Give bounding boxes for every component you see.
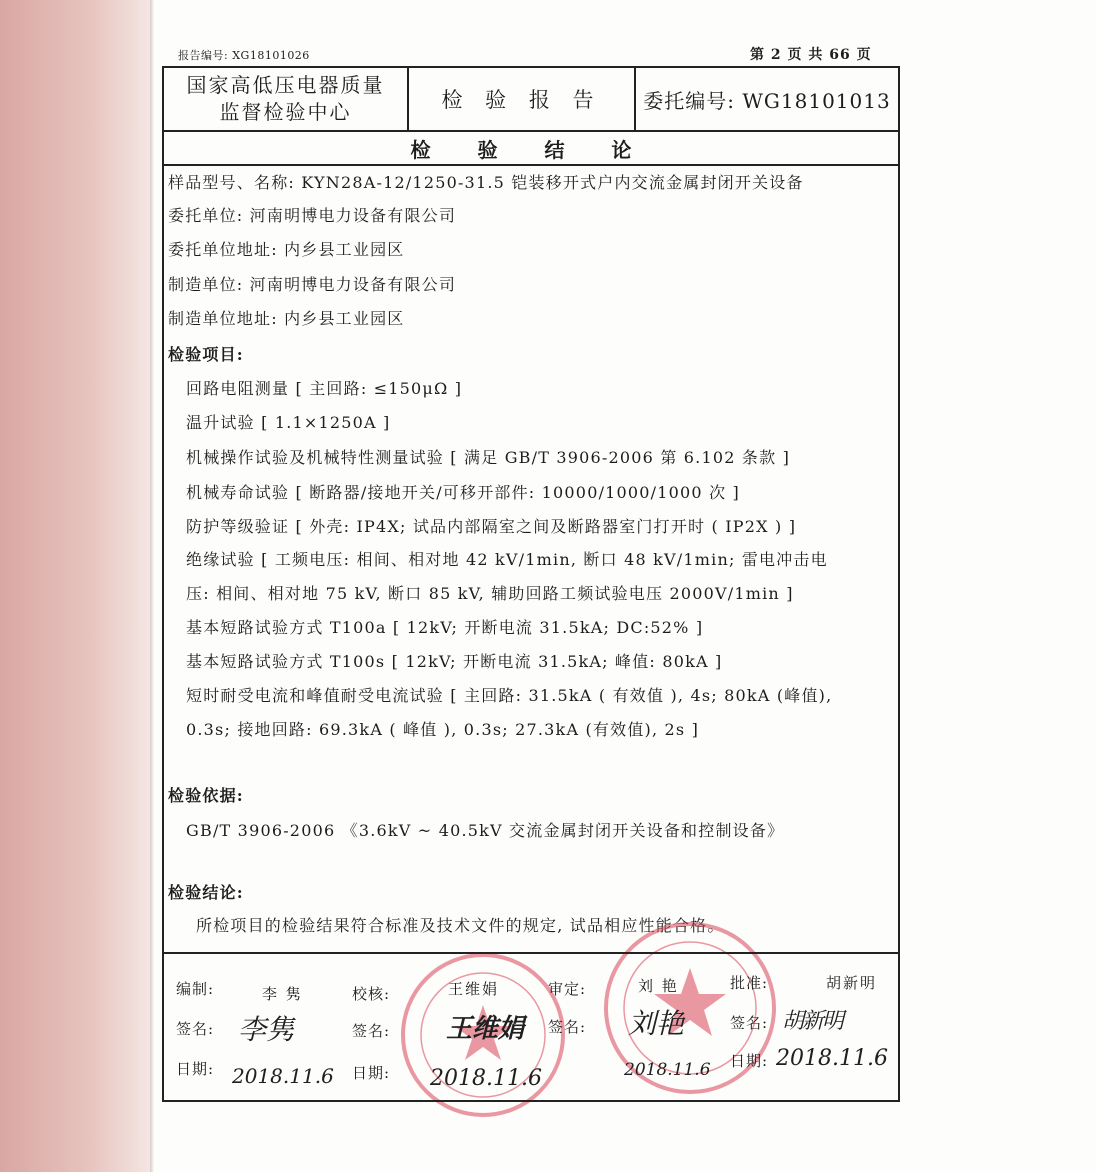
signature-approved: 胡新明 bbox=[782, 1009, 843, 1034]
test-item-continued: 0.3s; 接地回路: 69.3kA ( 峰值 ), 0.3s; 27.3kA (有效值), 2s ] bbox=[186, 720, 700, 739]
basis-standard: GB/T 3906-2006 《3.6kV ~ 40.5kV 交流金属封闭开关设备和控制设备》 bbox=[186, 821, 785, 840]
checked-label: 校核: bbox=[352, 985, 391, 1003]
issuer-line-2: 监督检验中心 bbox=[219, 100, 352, 124]
date-approved: 2018.11.6 bbox=[776, 1046, 888, 1071]
signature-reviewed: 刘艳 bbox=[628, 1007, 685, 1040]
compiled-name: 李 隽 bbox=[262, 985, 303, 1003]
sign-label: 签名: bbox=[548, 1018, 587, 1036]
test-item: 回路电阻测量 [ 主回路: ≤150μΩ ] bbox=[186, 379, 463, 398]
date-label: 日期: bbox=[730, 1052, 769, 1070]
items-heading: 检验项目: bbox=[168, 345, 244, 364]
page-count: 第 2 页 共 66 页 bbox=[750, 47, 872, 63]
page-binding-edge bbox=[0, 0, 150, 1172]
test-item: 温升试验 [ 1.1×1250A ] bbox=[186, 413, 391, 432]
date-label: 日期: bbox=[176, 1060, 215, 1078]
test-item: 基本短路试验方式 T100s [ 12kV; 开断电流 31.5kA; 峰值: 80kA ] bbox=[186, 652, 723, 671]
date-compiled: 2018.11.6 bbox=[232, 1064, 334, 1088]
conclusion-heading: 检验结论: bbox=[168, 883, 244, 902]
issuer-cell bbox=[164, 68, 409, 130]
client-unit: 委托单位: 河南明博电力设备有限公司 bbox=[168, 206, 457, 225]
reviewed-name: 刘 艳 bbox=[638, 977, 679, 995]
basis-heading: 检验依据: bbox=[168, 786, 244, 805]
report-header bbox=[162, 66, 900, 132]
test-item: 防护等级验证 [ 外壳: IP4X; 试品内部隔室之间及断路器室门打开时 ( IP2X ) ] bbox=[186, 517, 797, 536]
date-reviewed: 2018.11.6 bbox=[624, 1060, 711, 1080]
test-item-continued: 压: 相间、相对地 75 kV, 断口 85 kV, 辅助回路工频试验电压 2000V/1min ] bbox=[186, 584, 794, 603]
commission-number: 委托编号: WG18101013 bbox=[643, 88, 891, 113]
manufacturer-address: 制造单位地址: 内乡县工业园区 bbox=[168, 309, 405, 328]
approved-name: 胡新明 bbox=[826, 974, 878, 992]
signature-compiled: 李隽 bbox=[238, 1013, 295, 1046]
section-title: 检 验 结 论 bbox=[162, 132, 900, 166]
manufacturer-unit: 制造单位: 河南明博电力设备有限公司 bbox=[168, 275, 457, 294]
date-label: 日期: bbox=[352, 1064, 391, 1082]
conclusion-text: 所检项目的检验结果符合标准及技术文件的规定, 试品相应性能合格。 bbox=[196, 916, 725, 935]
approved-label: 批准: bbox=[730, 974, 769, 992]
checked-name: 王维娟 bbox=[448, 980, 500, 998]
sign-label: 签名: bbox=[352, 1022, 391, 1040]
sample-model-name: 样品型号、名称: KYN28A-12/1250-31.5 铠装移开式户内交流金属封闭开关设备 bbox=[168, 173, 804, 192]
reviewed-label: 审定: bbox=[548, 980, 587, 998]
test-item: 机械寿命试验 [ 断路器/接地开关/可移开部件: 10000/1000/1000 次 ] bbox=[186, 483, 741, 502]
test-item: 机械操作试验及机械特性测量试验 [ 满足 GB/T 3906-2006 第 6.102 条款 ] bbox=[186, 448, 791, 467]
compiled-label: 编制: bbox=[176, 980, 215, 998]
signature-checked: 王维娟 bbox=[446, 1014, 525, 1044]
date-checked: 2018.11.6 bbox=[430, 1066, 542, 1091]
issuer-line-1: 国家高低压电器质量 bbox=[186, 73, 385, 97]
test-item: 绝缘试验 [ 工频电压: 相间、相对地 42 kV/1min, 断口 48 kV/1min; 雷电冲击电 bbox=[186, 550, 828, 569]
sign-label: 签名: bbox=[730, 1014, 769, 1032]
test-item: 基本短路试验方式 T100a [ 12kV; 开断电流 31.5kA; DC:52% ] bbox=[186, 618, 704, 637]
sign-label: 签名: bbox=[176, 1020, 215, 1038]
test-item: 短时耐受电流和峰值耐受电流试验 [ 主回路: 31.5kA ( 有效值 ), 4s; 80kA (峰值), bbox=[186, 686, 833, 705]
report-number: 报告编号: XG18101026 bbox=[178, 49, 310, 62]
report-title: 检 验 报 告 bbox=[409, 68, 636, 130]
client-address: 委托单位地址: 内乡县工业园区 bbox=[168, 240, 405, 259]
